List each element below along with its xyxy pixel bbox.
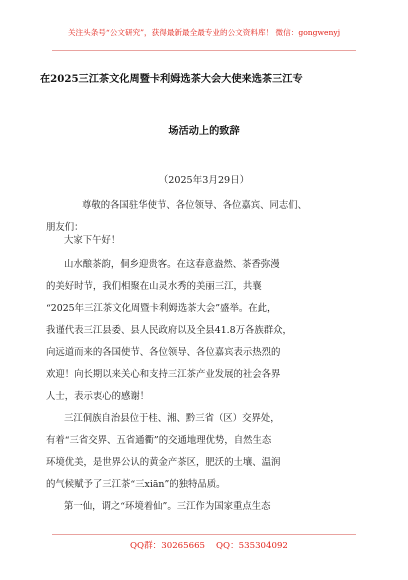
- paragraph-line: “2025年三江茶文化周暨卡利姆选茶大会”盛举。在此，: [46, 303, 277, 314]
- footer-divider: [52, 534, 356, 535]
- banner-divider: [52, 50, 356, 51]
- salutation-line: 朋友们：: [46, 222, 84, 233]
- paragraph-line: 有着“三省交界、五省通衢”的交通地理优势，自然生态: [46, 435, 272, 446]
- paragraph-line: 欢迎！向长期以来关心和支持三江茶产业发展的社会各界: [46, 369, 281, 380]
- paragraph-line: 环境优美，是世界公认的黄金产茶区，肥沃的土壤、温润: [46, 457, 281, 468]
- salutation-line: 尊敬的各国驻华使节、各位领导、各位嘉宾、同志们、: [82, 200, 308, 211]
- paragraph-line: 人士，表示衷心的感谢！: [46, 391, 150, 402]
- promo-banner: [0, 0, 408, 68]
- contact-footer: [0, 533, 408, 555]
- paragraph-2: [46, 408, 362, 496]
- paragraph-line: 的气候赋予了三江茶“三xiān”的独特品质。: [46, 479, 226, 490]
- qq-group-number: QQ群：30265665: [130, 541, 206, 551]
- paragraph-line: 我谨代表三江县委、县人民政府以及全县41.8万各族群众，: [46, 325, 292, 336]
- document-title-line-2: 场活动上的致辞: [168, 125, 240, 137]
- paragraph-line: 三江侗族自治县位于桂、湘、黔三省（区）交界处，: [64, 413, 280, 424]
- paragraph-line: 第一仙，谓之“环境着仙”。三江作为国家重点生态: [64, 501, 271, 512]
- document-date: （2025年3月29日）: [158, 175, 250, 186]
- paragraph-line: 山水酿茶韵，侗乡迎贵客。在这春意盎然、茶香弥漫: [64, 259, 280, 270]
- document-title-line-1: 在2025三江茶文化周暨卡利姆选茶大会大使来选茶三江专: [40, 73, 303, 85]
- paragraph-line: 向远道而来的各国使节、各位领导、各位嘉宾表示热烈的: [46, 347, 281, 358]
- promo-banner-text: 关注头条号“公文研究”，获得最新最全最专业的公文资料库！ 微信：gongwenyj: [67, 28, 341, 37]
- qq-contact-number: QQ：535304092: [216, 541, 288, 551]
- paragraph-line: 的美好时节，我们相聚在山灵水秀的美丽三江，共襄: [46, 281, 262, 292]
- greeting: [64, 230, 360, 252]
- paragraph-1: [46, 254, 362, 408]
- paragraph-3: [46, 496, 362, 518]
- greeting-line: 大家下午好！: [64, 235, 121, 246]
